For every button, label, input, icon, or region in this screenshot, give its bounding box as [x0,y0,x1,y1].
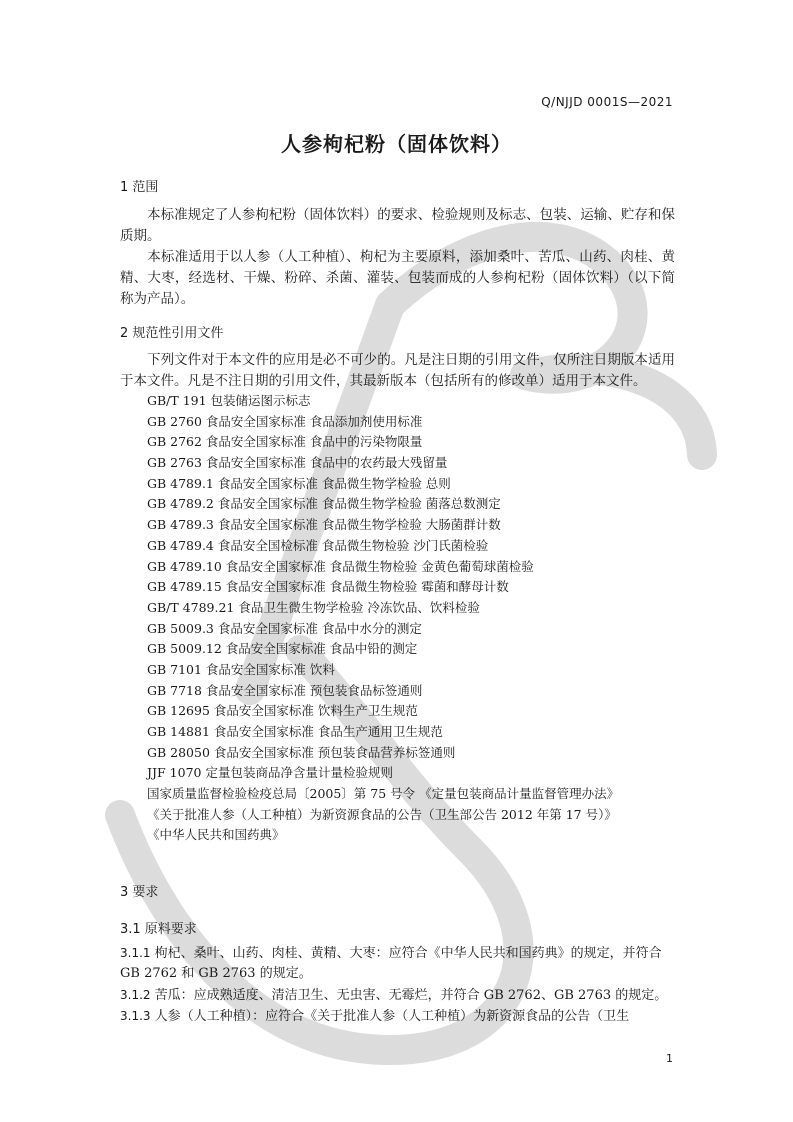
reference-item: GB/T 191 包装储运图示标志 [147,393,311,408]
reference-item: GB 4789.4 食品安全国检标准 食品微生物检验 沙门氏菌检验 [147,537,489,553]
reference-item: GB 7101 食品安全国家标准 饮料 [147,661,335,677]
clause-number: 3.1.3 [120,1009,151,1023]
reference-item: GB 2763 食品安全国家标准 食品中的农药最大残留量 [147,455,448,471]
reference-item: 国家质量监督检验检疫总局〔2005〕第 75 号令 《定量包装商品计量监督管理办法》 [147,786,620,802]
reference-item: JJF 1070 定量包装商品净含量计量检验规则 [147,765,393,781]
reference-item: GB/T 4789.21 食品卫生微生物学检验 冷冻饮品、饮料检验 [147,599,480,615]
section-3-heading: 3 要求 [120,885,159,900]
scope-paragraph-2-text: 本标准适用于以人参（人工种植）、枸杞为主要原料，添加桑叶、苦瓜、山药、肉桂、黄精、大枣，经选材、干燥、粉碎、杀菌、灌装、包装而成的人参枸杞粉（固体饮料）（以下简称为产品）。 [120,249,675,307]
clause-3-1-3 [120,1006,675,1027]
reference-item: GB 5009.12 食品安全国家标准 食品中铅的测定 [147,641,418,657]
reference-item: GB 4789.3 食品安全国家标准 食品微生物学检验 大肠菌群计数 [147,517,501,533]
reference-item: GB 4789.15 食品安全国家标准 食品微生物检验 霉菌和酵母计数 [147,579,509,595]
document-title: 人参枸杞粉（固体饮料） [281,132,512,156]
reference-item: GB 4789.1 食品安全国家标准 食品微生物学检验 总则 [147,475,451,491]
reference-item: 《关于批准人参（人工种植）为新资源食品的公告（卫生部公告 2012 年第 17 号）》 [147,806,617,822]
reference-item: GB 14881 食品安全国家标准 食品生产通用卫生规范 [147,724,443,739]
clause-3-1-2 [120,985,675,1006]
reference-item: GB 4789.2 食品安全国家标准 食品微生物学检验 菌落总数测定 [147,496,501,512]
clause-text: 人参（人工种植）：应符合《关于批准人参（人工种植）为新资源食品的公告（卫生 [150,1009,630,1024]
section-2-heading: 2 规范性引用文件 [120,326,224,341]
references-intro-text: 下列文件对于本文件的应用是必不可少的。凡是注日期的引用文件，仅所注日期版本适用于本文件。凡是不注日期的引用文件，其最新版本（包括所有的修改单）适用于本文件。 [120,352,675,389]
reference-item: GB 5009.3 食品安全国家标准 食品中水分的测定 [147,620,422,636]
clause-number: 3.1.2 [120,988,151,1002]
clause-text: 枸杞、桑叶、山药、肉桂、黄精、大枣：应符合《中华人民共和国药典》的规定，并符合 GB 2762 和 GB 2763 的规定。 [120,946,662,981]
references-intro [120,350,675,392]
reference-list [147,391,619,846]
clause-text: 苦瓜：应成熟适度、清洁卫生、无虫害、无霉烂，并符合 GB 2762、GB 2763 的规定。 [150,988,668,1003]
reference-item: 《中华人民共和国药典》 [147,827,285,843]
section-1-heading: 1 范围 [120,180,159,195]
scope-paragraph-1-text: 本标准规定了人参枸杞粉（固体饮料）的要求、检验规则及标志、包装、运输、贮存和保质期。 [120,207,675,244]
reference-item: GB 28050 食品安全国家标准 预包装食品营养标签通则 [147,744,456,760]
scope-paragraph-1 [120,205,675,247]
clause-number: 3.1.1 [120,946,151,960]
reference-item: GB 2760 食品安全国家标准 食品添加剂使用标准 [147,413,423,429]
reference-item: GB 7718 食品安全国家标准 预包装食品标签通则 [147,682,423,698]
standard-code: Q/NJJD 0001S—2021 [541,95,673,109]
scope-paragraph-2 [120,247,675,310]
reference-item: GB 2762 食品安全国家标准 食品中的污染物限量 [147,434,423,450]
section-3-1-heading: 3.1 原料要求 [120,922,197,937]
reference-item: GB 12695 食品安全国家标准 饮料生产卫生规范 [147,703,418,719]
clause-3-1-1 [120,943,675,984]
reference-item: GB 4789.10 食品安全国家标准 食品微生物检验 金黄色葡萄球菌检验 [147,558,534,574]
page-number: 1 [666,1052,673,1065]
